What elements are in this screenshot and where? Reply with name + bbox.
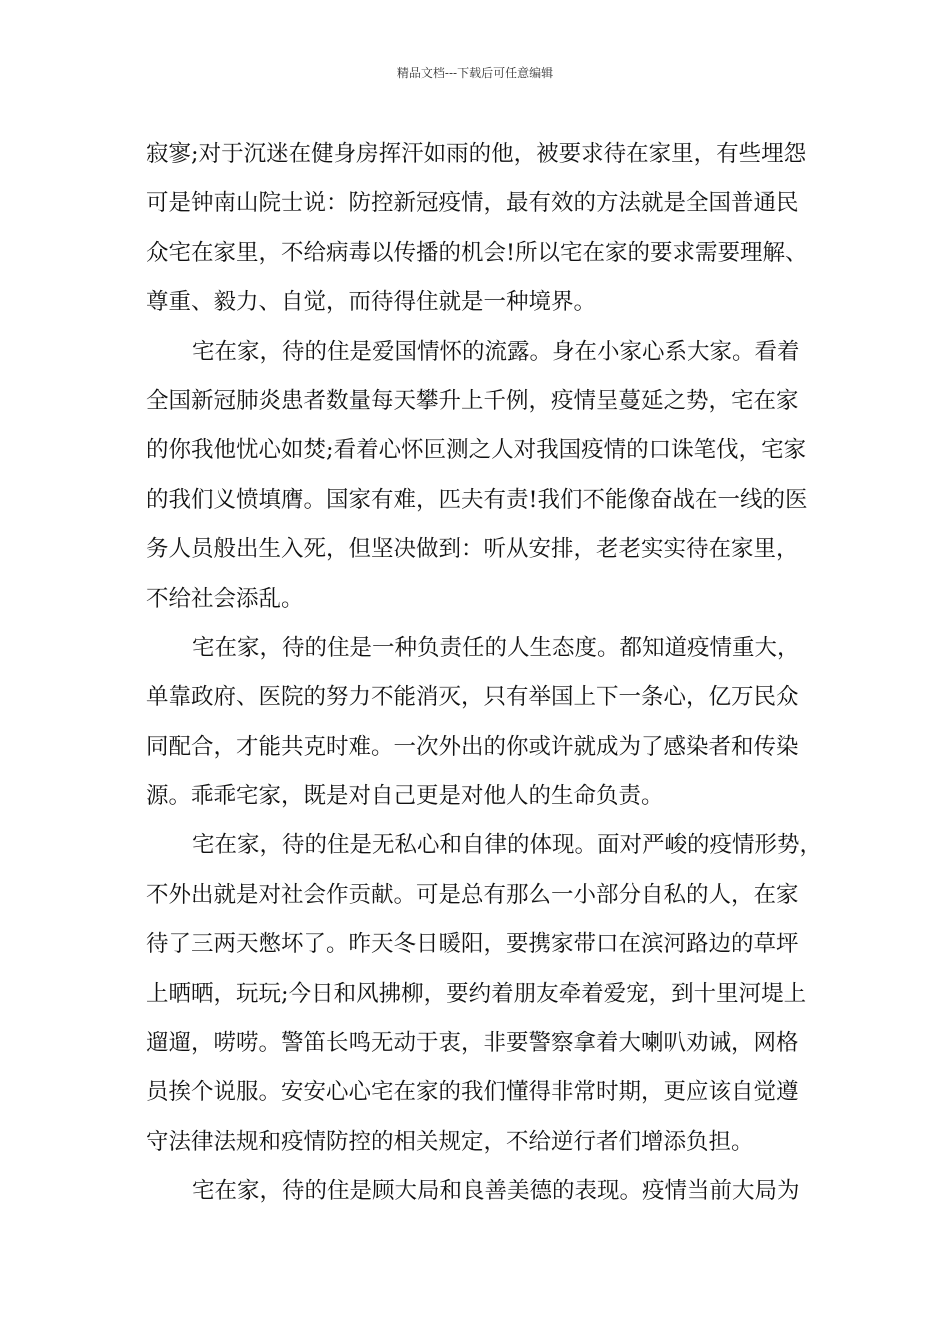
text-line: 寂寥;对于沉迷在健身房挥汗如雨的他，被要求待在家里，有些埋怨: [146, 141, 807, 167]
text-line: 的我们义愤填膺。国家有难，匹夫有责!我们不能像奋战在一线的医: [146, 486, 808, 513]
text-line: 可是钟南山院士说：防控新冠疫情，最有效的方法就是全国普通民: [146, 190, 799, 217]
text-line: 源。乖乖宅家，既是对自己更是对他人的生命负责。: [146, 783, 664, 810]
paragraph-first-line: 宅在家，待的住是无私心和自律的体现。面对严峻的疫情形势，: [192, 832, 823, 859]
text-line: 上晒晒，玩玩;今日和风拂柳，要约着朋友牵着爱宠，到十里河堤上: [146, 980, 807, 1007]
text-line: 单靠政府、医院的努力不能消灭，只有举国上下一条心，亿万民众: [146, 684, 799, 711]
paragraph-first-line: 宅在家，待的住是爱国情怀的流露。身在小家心系大家。看着: [192, 338, 800, 365]
text-line: 员挨个说服。安安心心宅在家的我们懂得非常时期，更应该自觉遵: [146, 1079, 799, 1106]
text-line: 守法律法规和疫情防控的相关规定，不给逆行者们增添负担。: [146, 1128, 754, 1155]
document-body: [146, 130, 823, 1217]
text-line: 全国新冠肺炎患者数量每天攀升上千例，疫情呈蔓延之势，宅在家: [146, 387, 799, 414]
text-line: 众宅在家里，不给病毒以传播的机会!所以宅在家的要求需要理解、: [146, 239, 808, 266]
text-line: 同配合，才能共克时难。一次外出的你或许就成为了感染者和传染: [146, 733, 799, 760]
paragraph-first-line: 宅在家，待的住是顾大局和良善美德的表现。疫情当前大局为: [192, 1178, 800, 1205]
text-line: 尊重、毅力、自觉，而待得住就是一种境界。: [146, 289, 597, 316]
text-line: 遛遛，唠唠。警笛长鸣无动于衷，非要警察拿着大喇叭劝诫，网格: [146, 1030, 799, 1057]
page-header: 精品文档---下载后可任意编辑: [396, 66, 554, 80]
text-line: 不给社会添乱。: [146, 585, 304, 612]
text-line: 的你我他忧心如焚;看着心怀叵测之人对我国疫情的口诛笔伐，宅家: [146, 437, 807, 464]
text-line: 务人员般出生入死，但坚决做到：听从安排，老老实实待在家里，: [146, 536, 799, 563]
paragraph-first-line: 宅在家，待的住是一种负责任的人生态度。都知道疫情重大，: [192, 634, 800, 661]
text-line: 不外出就是对社会作贡献。可是总有那么一小部分自私的人，在家: [146, 881, 799, 908]
text-line: 待了三两天憋坏了。昨天冬日暖阳，要携家带口在滨河路边的草坪: [146, 931, 799, 958]
